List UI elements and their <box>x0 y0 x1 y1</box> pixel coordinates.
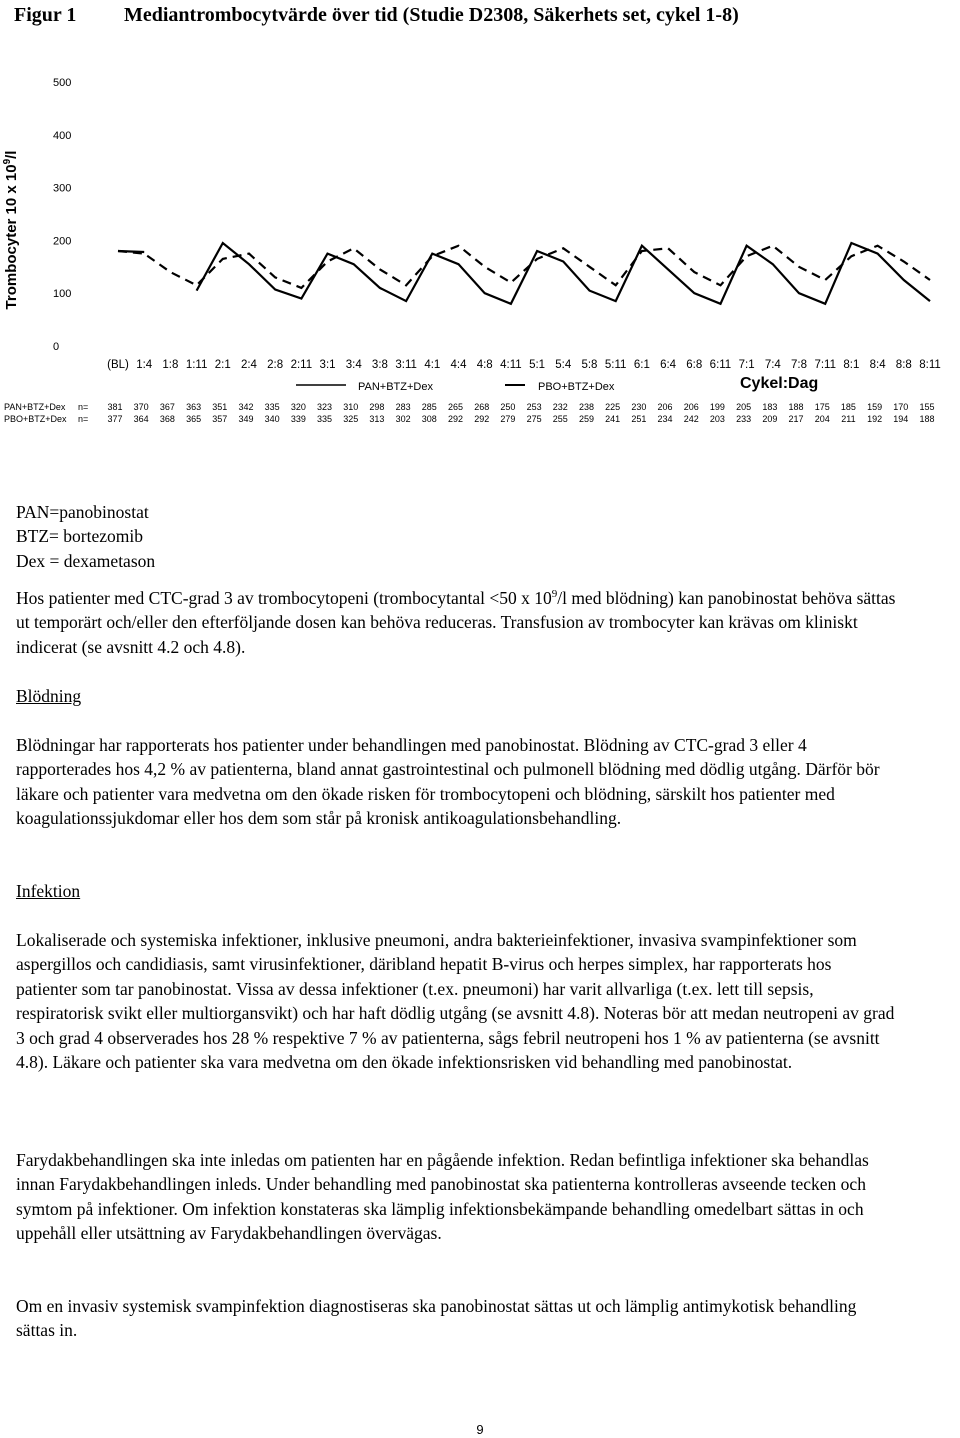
n-value: 283 <box>395 402 411 412</box>
n-value: 298 <box>369 402 385 412</box>
n-value: 265 <box>448 402 464 412</box>
x-tick-label: 8:8 <box>895 359 912 371</box>
x-tick-label: 3:8 <box>371 359 388 371</box>
p1-sup: 9 <box>551 588 558 601</box>
n-row-label: PAN+BTZ+Dex <box>4 402 66 412</box>
x-tick-label: (BL) <box>107 359 129 371</box>
n-value: 206 <box>657 402 673 412</box>
abbrev-pan: PAN=panobinostat <box>16 502 149 522</box>
x-tick-label: 3:4 <box>345 359 362 371</box>
n-value: 217 <box>788 414 804 424</box>
farydak-paragraph: Farydakbehandlingen ska inte inledas om patienten har en pågående infektion. Redan befintliga infektioner ska behandlas innan Farydakbehandlingen inleds. Under behandling med panobinostat ska patienterna kontrolleras avseende tecken och symtom på infektioner. Om infektion konstateras ska lämplig infektionsbekämpande behandling omedelbart sättas in och uppehåll eller utsättning av Farydakbehandlingen övervägas. <box>16 1150 869 1244</box>
x-tick-label: 5:8 <box>581 359 598 371</box>
n-value: 308 <box>421 414 437 424</box>
n-value: 242 <box>683 414 699 424</box>
n-value: 279 <box>500 414 516 424</box>
x-tick-label: 5:4 <box>555 359 572 371</box>
heading-bleeding: Blödning <box>16 686 82 706</box>
y-tick-label: 100 <box>53 288 72 301</box>
infection-paragraph: Lokaliserade och systemiska infektioner, inklusive pneumoni, andra bakterieinfektioner, invasiva svampinfektioner som aspergillos och candidiasis, samt virusinfektioner, däribland hepatit B-virus och herpes simplex, har rapporterats hos patienter som tar panobinostat. Vissa av dessa infektioner (t.ex. pneumoni) har varit allvarliga (t.ex. lett till sepsis, respiratorisk svikt eller multiorgansvikt) och har haft dödlig utgång (se avsnitt 4.8). Noteras bör att medan neutropeni av grad 3 och grad 4 observerades hos 28 % respektive 7 % av patienterna, sågs febril neutropeni hos 1 % av patienterna (se avsnitt 4.8). Läkare och patienter ska vara medvetna om den ökade infektionsrisken vid behandling med panobinostat. <box>16 930 895 1073</box>
n-value: 259 <box>578 414 594 424</box>
n-value: 323 <box>317 402 333 412</box>
n-value: 199 <box>709 402 725 412</box>
n-value: 325 <box>343 414 359 424</box>
n-value: 203 <box>709 414 725 424</box>
abbreviations <box>16 500 896 573</box>
n-value: 313 <box>369 414 385 424</box>
n-value: 251 <box>631 414 647 424</box>
n-value: 230 <box>631 402 647 412</box>
legend-pbo-label: PBO+BTZ+Dex <box>538 381 615 393</box>
n-row-label: PBO+BTZ+Dex <box>4 414 67 424</box>
legend-pan-label: PAN+BTZ+Dex <box>358 381 433 393</box>
n-value: 364 <box>133 414 149 424</box>
n-value: 238 <box>578 402 594 412</box>
n-value: 192 <box>867 414 883 424</box>
fungal-paragraph: Om en invasiv systemisk svampinfektion diagnostiseras ska panobinostat sättas ut och lämplig antimykotisk behandling sättas in. <box>16 1296 857 1341</box>
y-axis-label: Trombocyter 10 x $10^9/l$ <box>2 150 20 310</box>
n-value: 211 <box>841 414 856 424</box>
heading-infection: Infektion <box>16 881 81 901</box>
x-tick-label: 4:1 <box>424 359 441 371</box>
n-value: 205 <box>736 402 752 412</box>
bleeding-paragraph: Blödningar har rapporterats hos patienter under behandlingen med panobinostat. Blödning av CTC-grad 3 eller 4 rapporterades hos 4,2 % av patienterna, bland annat gastrointestinal och pulmonell blödning med dödlig utgång. Därför bör läkare och patienter vara medvetna om den ökade risken för trombocytopeni och blödning, särskilt hos patienter med koagulationssjukdomar eller hos dem som står på kronisk antikoagulationsbehandling. <box>16 735 880 829</box>
n-value: 155 <box>919 402 935 412</box>
n-value: 159 <box>867 402 883 412</box>
n-value: 340 <box>264 414 280 424</box>
platelet-chart <box>0 60 960 440</box>
x-tick-label: 4:8 <box>476 359 493 371</box>
y-tick-label: 200 <box>53 235 72 248</box>
p1-text-b: /l med blödning) kan panobinostat behöva sättas ut temporärt och/eller den efterföljande dosen kan behöva reduceras. Transfusion av trombocyter kan krävas om kliniskt indicerat (se avsnitt 4.2 och 4.8). <box>16 588 896 657</box>
n-value: 183 <box>762 402 778 412</box>
x-tick-label: 2:8 <box>267 359 284 371</box>
n-value: 335 <box>264 402 280 412</box>
x-tick-label: 7:8 <box>791 359 808 371</box>
n-value: 250 <box>500 402 516 412</box>
n-value: 363 <box>186 402 202 412</box>
p1-text-a: Hos patienter med CTC-grad 3 av trombocytopeni (trombocytantal <50 x 10 <box>16 588 552 608</box>
n-value: 170 <box>893 402 909 412</box>
series-line-pbo-btz-dex <box>118 246 930 288</box>
x-tick-label: 7:1 <box>738 359 755 371</box>
chart-legend <box>296 381 615 393</box>
n-value: 175 <box>814 402 830 412</box>
n-value: 335 <box>317 414 333 424</box>
n-value: 234 <box>657 414 673 424</box>
n-value: 206 <box>683 402 699 412</box>
n-value: 185 <box>840 402 856 412</box>
n-value: 241 <box>605 414 621 424</box>
y-tick-label: 500 <box>53 77 72 89</box>
n-value: 292 <box>448 414 464 424</box>
n-value: 370 <box>133 402 149 412</box>
n-value: 268 <box>474 402 490 412</box>
n-value: 310 <box>343 402 359 412</box>
n-value: 285 <box>421 402 437 412</box>
abbrev-btz: BTZ= bortezomib <box>16 526 143 547</box>
x-tick-label: 1:4 <box>136 359 153 371</box>
x-tick-label: 4:4 <box>450 359 467 371</box>
n-value: 342 <box>238 402 254 412</box>
n-value: 381 <box>107 402 123 412</box>
x-tick-label: 3:1 <box>319 359 336 371</box>
figure-title: Mediantrombocytvärde över tid (Studie D2308, Säkerhets set, cykel 1-8) <box>124 4 739 26</box>
n-value: 320 <box>290 402 306 412</box>
y-tick-label: 400 <box>53 129 72 142</box>
n-value: 367 <box>159 402 175 412</box>
n-value: 188 <box>919 414 935 424</box>
n-row-suffix: n= <box>78 414 89 424</box>
x-tick-label: 2:1 <box>214 359 231 371</box>
x-tick-label: 6:1 <box>633 359 650 371</box>
n-value: 188 <box>788 402 804 412</box>
n-value: 292 <box>474 414 490 424</box>
y-tick-label: 0 <box>53 341 60 353</box>
n-value: 357 <box>212 414 228 424</box>
n-value: 365 <box>186 414 202 424</box>
x-tick-label: 5:11 <box>604 359 627 371</box>
n-value: 233 <box>736 414 752 424</box>
n-value: 275 <box>526 414 542 424</box>
x-axis-label: Cykel:Dag <box>740 375 819 392</box>
n-value: 255 <box>552 414 568 424</box>
figure-label: Figur 1 <box>14 4 77 26</box>
x-tick-label: 1:8 <box>162 359 179 371</box>
x-tick-label: 8:4 <box>869 359 886 371</box>
x-tick-label: 2:11 <box>290 359 313 371</box>
n-value: 349 <box>238 414 254 424</box>
x-tick-label: 7:11 <box>814 359 836 371</box>
n-value: 339 <box>290 414 306 424</box>
n-value: 225 <box>605 402 621 412</box>
n-value: 351 <box>212 402 228 412</box>
page-number: 9 <box>476 1422 484 1437</box>
n-value: 302 <box>395 414 411 424</box>
x-tick-label: 6:4 <box>660 359 677 371</box>
n-value: 194 <box>893 414 909 424</box>
x-tick-label: 7:4 <box>764 359 781 371</box>
n-value: 253 <box>526 402 542 412</box>
n-value: 204 <box>814 414 830 424</box>
x-tick-label: 6:11 <box>709 359 732 371</box>
x-tick-label: 8:1 <box>843 359 860 371</box>
x-tick-label: 2:4 <box>240 359 257 371</box>
x-tick-label: 3:11 <box>395 359 417 371</box>
series-line-pan-btz-dex <box>118 243 930 304</box>
abbrev-dex: Dex = dexametason <box>16 550 156 571</box>
x-tick-label: 1:11 <box>185 359 208 371</box>
x-tick-label: 6:8 <box>686 359 703 371</box>
n-row-suffix: n= <box>78 402 89 412</box>
y-tick-label: 300 <box>53 182 72 195</box>
n-value: 368 <box>159 414 175 424</box>
n-value: 232 <box>552 402 568 412</box>
x-tick-label: 8:11 <box>919 359 941 371</box>
n-value: 377 <box>107 414 123 424</box>
x-tick-label: 5:1 <box>529 359 546 371</box>
thrombocytopenia-paragraph <box>16 586 896 659</box>
n-value: 209 <box>762 414 778 424</box>
x-tick-label: 4:11 <box>500 359 522 371</box>
